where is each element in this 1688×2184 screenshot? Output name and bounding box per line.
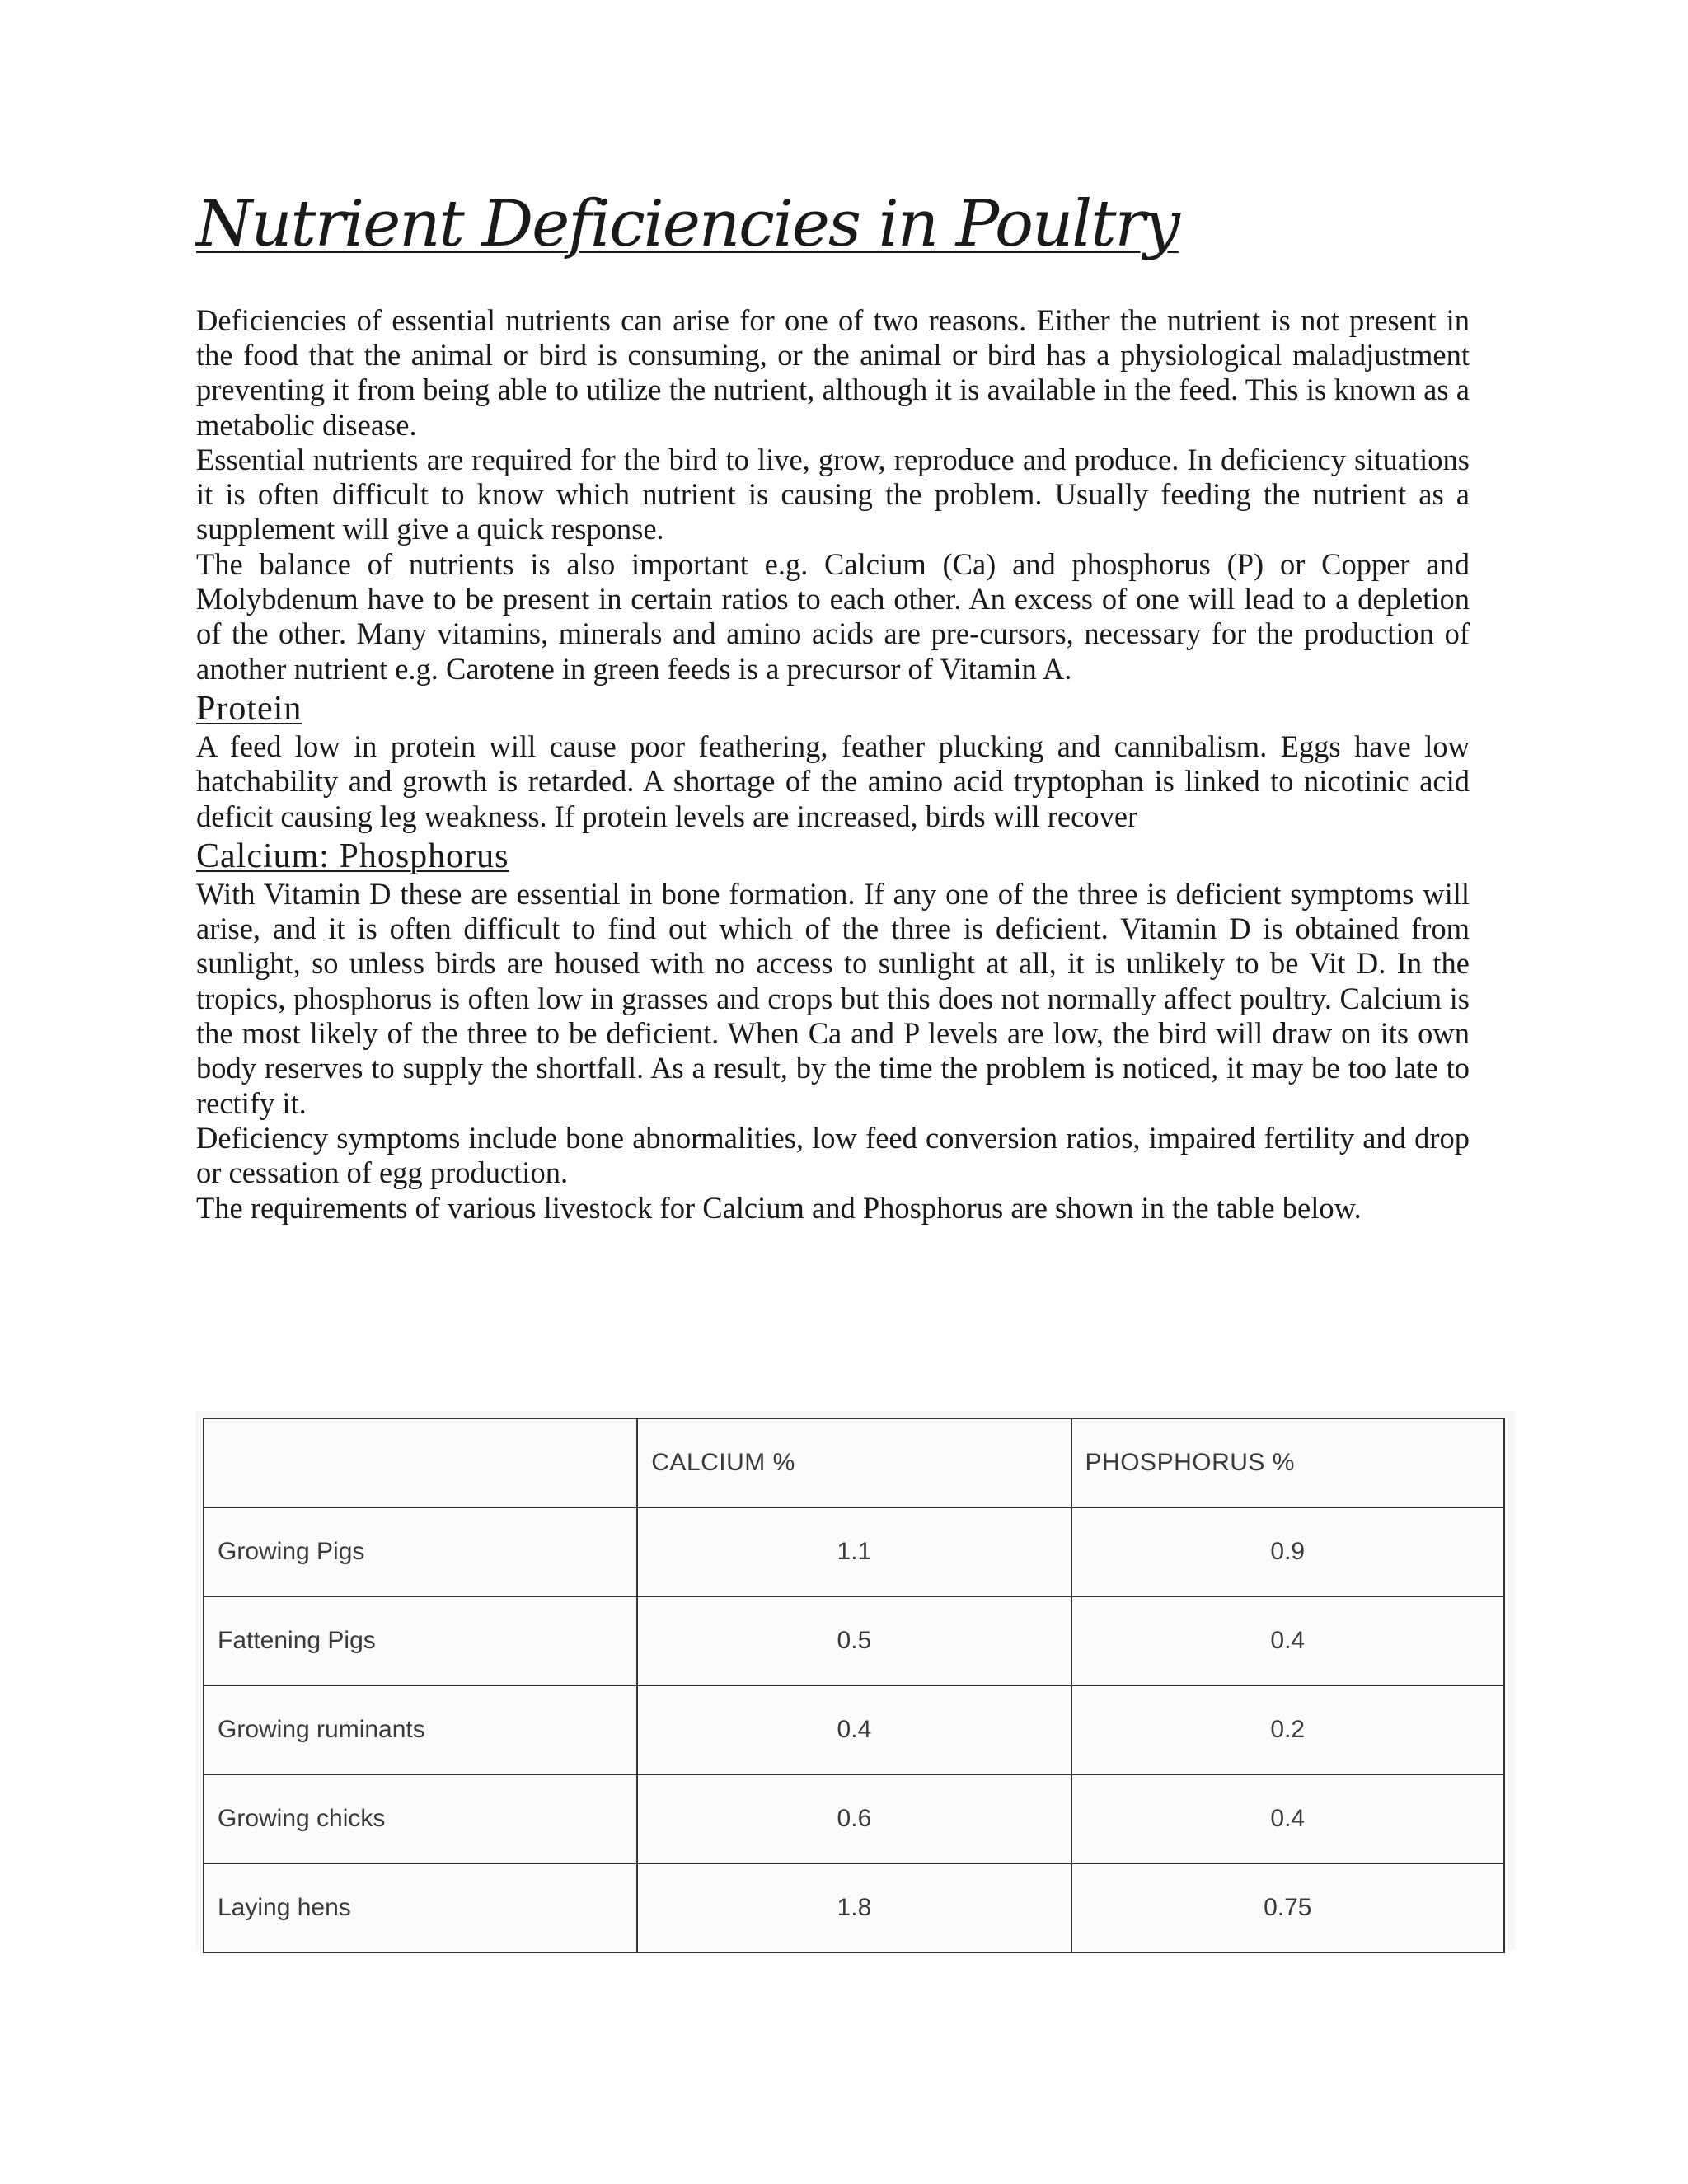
row-label: Growing chicks — [204, 1774, 637, 1863]
calcium-paragraph-2: Deficiency symptoms include bone abnormalities, low feed conversion ratios, impaired fertility and drop or cessation of egg production. — [196, 1120, 1470, 1190]
calcium-value: 0.4 — [637, 1685, 1071, 1774]
phosphorus-value: 0.75 — [1071, 1863, 1504, 1952]
row-label: Laying hens — [204, 1863, 637, 1952]
calcium-value: 0.6 — [637, 1774, 1071, 1863]
calcium-paragraph-3: The requirements of various livestock for Calcium and Phosphorus are shown in the table below. — [196, 1190, 1362, 1225]
intro-paragraph-2: Essential nutrients are required for the bird to live, grow, reproduce and produce. In deficiency situations it is often difficult to know which nutrient is causing the problem. Usually feeding the nutrient as a supplement will give a quick response. — [196, 442, 1470, 546]
phosphorus-value: 0.4 — [1071, 1596, 1504, 1685]
row-label: Growing ruminants — [204, 1685, 637, 1774]
header-cell-phosphorus: PHOSPHORUS % — [1071, 1418, 1504, 1507]
page-title-text: Nutrient Deficiencies in Poultry — [196, 187, 1179, 261]
section-heading-calcium-phosphorus: Calcium: Phosphorus — [196, 837, 509, 875]
page-title — [196, 188, 1470, 262]
table-row — [204, 1863, 1504, 1952]
table-row — [204, 1507, 1504, 1596]
row-label: Fattening Pigs — [204, 1596, 637, 1685]
table-header-row — [204, 1418, 1504, 1507]
calcium-value: 1.1 — [637, 1507, 1071, 1596]
table-row — [204, 1596, 1504, 1685]
requirements-table-image — [196, 1411, 1515, 1950]
calcium-value: 1.8 — [637, 1863, 1071, 1952]
header-cell-calcium: CALCIUM % — [637, 1418, 1071, 1507]
calcium-value: 0.5 — [637, 1596, 1071, 1685]
table-row — [204, 1685, 1504, 1774]
phosphorus-value: 0.2 — [1071, 1685, 1504, 1774]
intro-paragraph-1: Deficiencies of essential nutrients can arise for one of two reasons. Either the nutrient is not present in the food that the animal or bird is consuming, or the animal or bird has a physiological maladjustment preventing it from being able to utilize the nutrient, although it is available in the feed. This is known as a metabolic disease. — [196, 302, 1470, 442]
protein-paragraph: A feed low in protein will cause poor feathering, feather plucking and cannibalism. Eggs have low hatchability and growth is retarded. A shortage of the amino acid tryptophan is linked to nicotinic acid deficit causing leg weakness. If protein levels are increased, birds will recover — [196, 729, 1470, 833]
intro-paragraph-3: The balance of nutrients is also important e.g. Calcium (Ca) and phosphorus (P) or Copper and Molybdenum have to be present in certain ratios to each other. An excess of one will lead to a depletion of the other. Many vitamins, minerals and amino acids are pre-cursors, necessary for the production of another nutrient e.g. Carotene in green feeds is a precursor of Vitamin A. — [196, 546, 1470, 686]
section-heading-protein: Protein — [196, 689, 302, 728]
row-label: Growing Pigs — [204, 1507, 637, 1596]
phosphorus-value: 0.9 — [1071, 1507, 1504, 1596]
document-page — [196, 188, 1470, 1226]
table-row — [204, 1774, 1504, 1863]
calcium-paragraph-1: With Vitamin D these are essential in bone formation. If any one of the three is deficient symptoms will arise, and it is often difficult to find out which of the three is deficient. Vitamin D is obtained from sunlight, so unless birds are housed with no access to sunlight at all, it is unlikely to be Vit D. In the tropics, phosphorus is often low in grasses and crops but this does not normally affect poultry. Calcium is the most likely of the three to be deficient. When Ca and P levels are low, the bird will draw on its own body reserves to supply the shortfall. As a result, by the time the problem is noticed, it may be too late to rectify it. — [196, 876, 1470, 1120]
requirements-table — [203, 1418, 1505, 1953]
header-cell-empty — [204, 1418, 637, 1507]
phosphorus-value: 0.4 — [1071, 1774, 1504, 1863]
